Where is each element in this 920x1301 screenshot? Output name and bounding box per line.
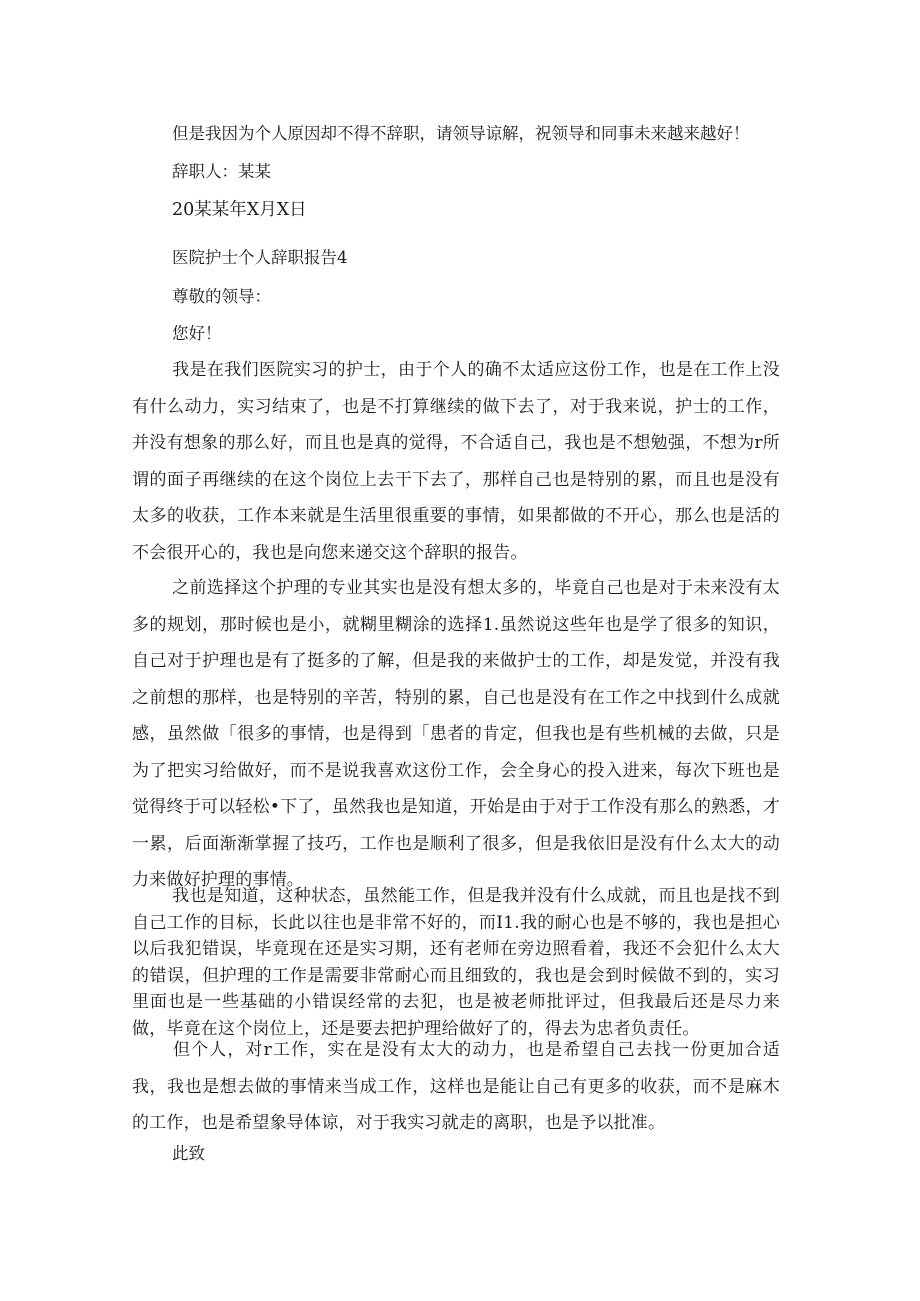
paragraph-3 bbox=[132, 883, 780, 1042]
paragraph-4 bbox=[132, 1032, 780, 1142]
salutation: 尊敬的领导： bbox=[172, 287, 271, 306]
document-title: 医院护士个人辞职报告4 bbox=[172, 248, 348, 267]
paragraph-1-text: 我是在我们医院实习的护士，由于个人的确不太适应这份工作，也是在工作上没有什么动力，实习结束了，也是不打算继续的做下去了，对于我来说，护士的工作，并没有想象的那么好，而且也是真的觉得，不合适自己，我也是不想勉强，不想为r所谓的面子再继续的在这个岗位上去干下去了，那样自己也是特别的累，而且也是没有太多的收获，工作本来就是生活里很重要的事情，如果都做的不开心，那么也是活的不会很开心的，我也是向您来递交这个辞职的报告。 bbox=[132, 360, 780, 563]
closing-line: 但是我因为个人原因却不得不辞职，请领导谅解，祝领导和同事未来越来越好！ bbox=[172, 124, 750, 143]
valediction: 此致 bbox=[172, 1144, 205, 1163]
paragraph-2-text: 之前选择这个护理的专业其实也是没有想太多的，毕竟自己也是对于未来没有太多的规划，那时候也是小，就糊里糊涂的选择1.虽然说这些年也是学了很多的知识，自己对于护理也是有了挺多的了解，但是我的来做护士的工作，却是发觉，并没有我之前想的那样，也是特别的辛苦，特别的累，自己也是没有在工作之中找到什么成就感，虽然做「很多的事情，也是得到「患者的肯定，但我也是有些机械的去做，只是为了把实习给做好，而不是说我喜欢这份工作，会全身心的投入进来，每次下班也是觉得终于可以轻松•下了，虽然我也是知道，开始是由于对于工作没有那么的熟悉，才一累，后面渐渐掌握了技巧，工作也是顺利了很多，但是我依旧是没有什么太大的动力来做好护理的事情。 bbox=[132, 578, 780, 890]
paragraph-3-text: 我也是知道，这种状态，虽然能工作，但是我并没有什么成就，而且也是找不到自己工作的目标，长此以往也是非常不好的，而I1.我的耐心也是不够的，我也是担心以后我犯错误，毕竟现在还是实习期，还有老师在旁边照看着，我还不会犯什么太大的错误，但护理的工作是需要非常耐心而且细致的，我也是会到时候做不到的，实习里面也是一些基础的小错误经常的去犯，也是被老师批评过，但我最后还是尽力来做，毕竟在这个岗位上，还是要去把护理给做好了的，得去为忠者负责任。 bbox=[132, 886, 780, 1039]
paragraph-4-text: 但个人，对r工作，实在是没有太大的动力，也是希望自己去找一份更加合适我，我也是想去做的事情来当成工作，这样也是能让自己有更多的收获，而不是麻木的工作，也是希望象导体谅，对于我实习就走的离职，也是予以批准。 bbox=[132, 1040, 780, 1133]
paragraph-1 bbox=[132, 352, 780, 571]
paragraph-2 bbox=[132, 570, 780, 899]
date: 20某某年X月X日 bbox=[172, 200, 307, 220]
signer: 辞职人：某某 bbox=[172, 162, 271, 181]
greeting: 您好！ bbox=[172, 324, 222, 343]
